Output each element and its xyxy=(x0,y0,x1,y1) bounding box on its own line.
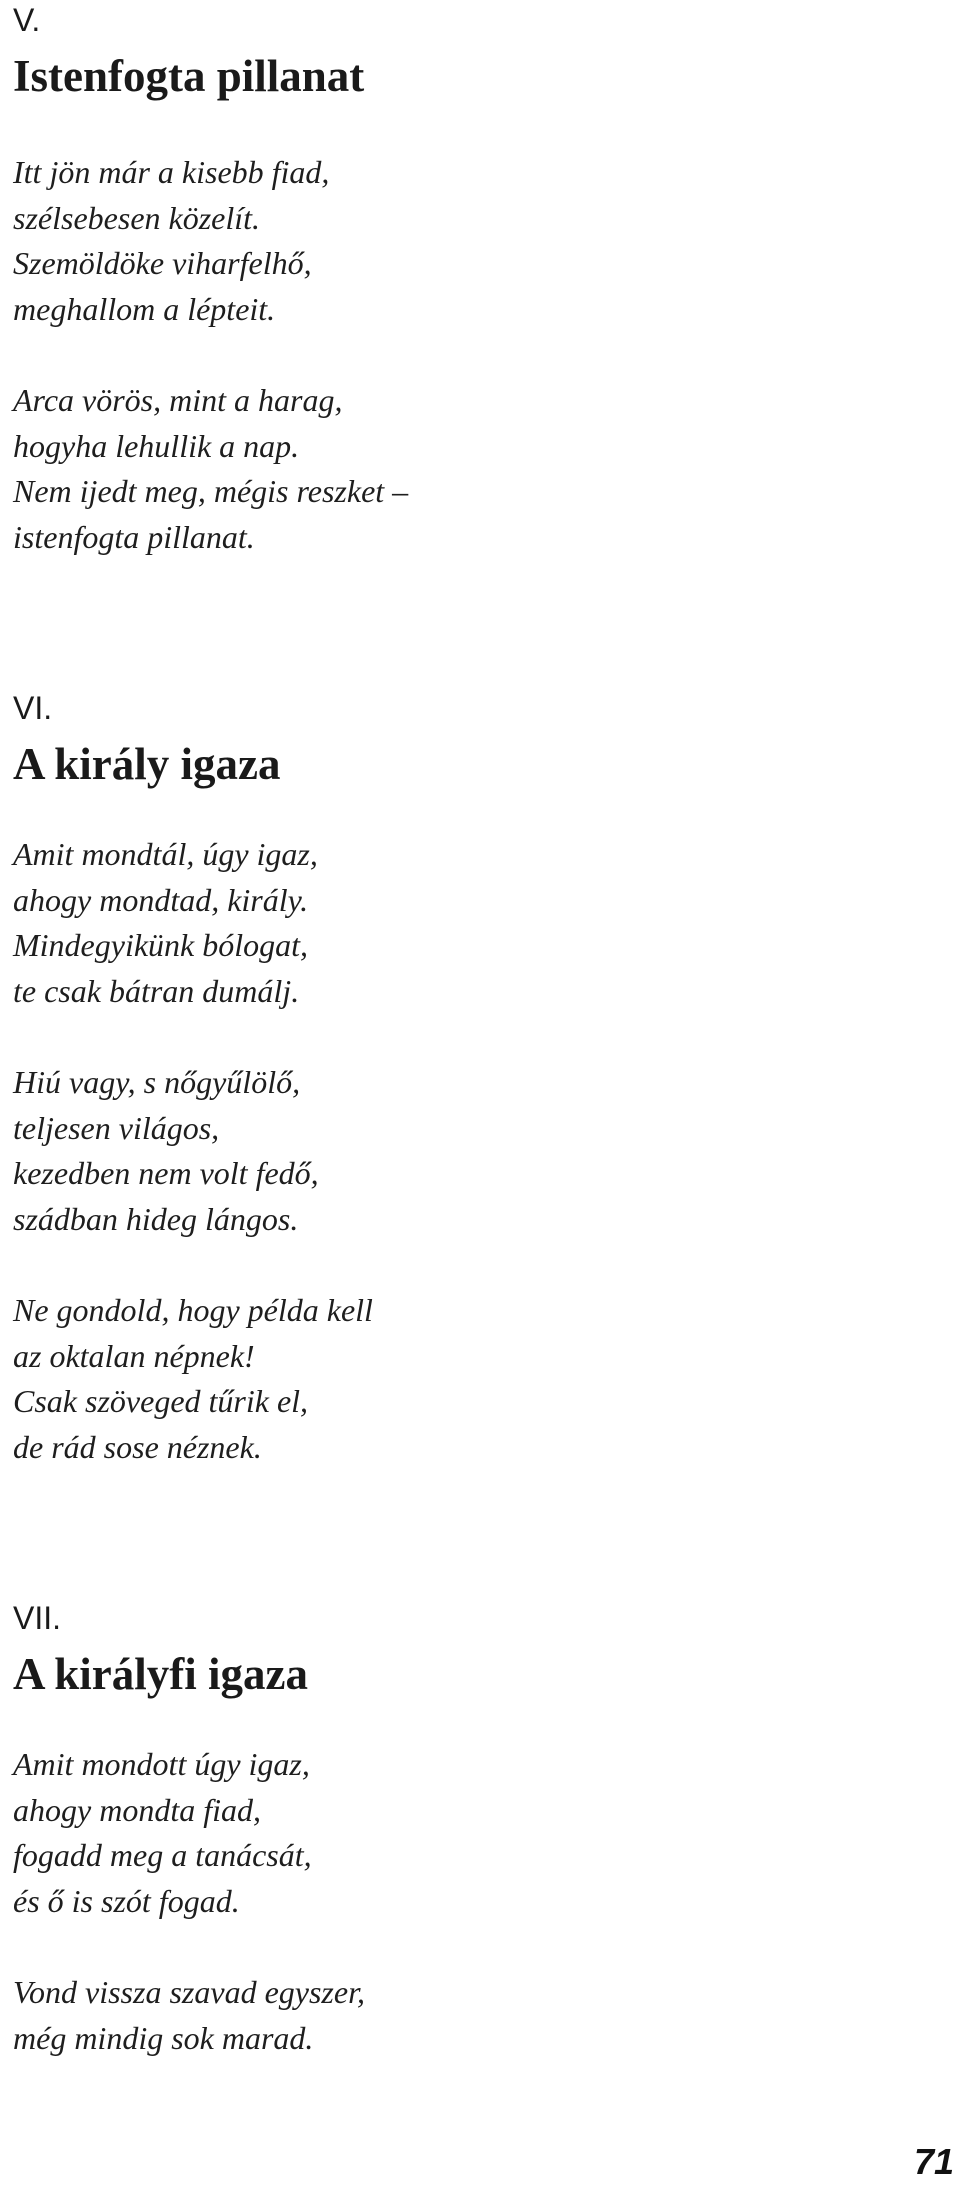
poem-line: meghallom a lépteit. xyxy=(13,290,276,327)
poem-line: az oktalan népnek! xyxy=(13,1337,255,1374)
poem-section-vii xyxy=(13,1598,913,2061)
poem-line: még mindig sok marad. xyxy=(13,2019,314,2056)
poem-line: Szemöldöke viharfelhő, xyxy=(13,245,312,281)
poem-section-vi xyxy=(13,688,913,1470)
section-numeral: V. xyxy=(13,2,41,38)
poem-line: Nem ijedt meg, mégis reszket – xyxy=(13,473,409,509)
page-number: 71 xyxy=(913,2141,954,2182)
poem-line: szélsebesen közelít. xyxy=(13,199,261,236)
poem-line: Vond vissza szavad egyszer, xyxy=(13,1974,365,2010)
poem-line: Amit mondott úgy igaz, xyxy=(13,1746,310,1782)
poem-line: ahogy mondtad, király. xyxy=(13,881,309,918)
poem-title: A király igaza xyxy=(13,739,281,789)
poem-line: Itt jön már a kisebb fiad, xyxy=(13,154,330,190)
poem-title: A királyfi igaza xyxy=(13,1649,308,1699)
stanza xyxy=(13,378,913,560)
stanza xyxy=(13,1288,913,1470)
poem-line: fogadd meg a tanácsát, xyxy=(13,1837,312,1873)
poem-line: Amit mondtál, úgy igaz, xyxy=(13,836,318,872)
stanza xyxy=(13,832,913,1014)
poem-line: kezedben nem volt fedő, xyxy=(13,1155,319,1191)
section-numeral: VI. xyxy=(13,690,53,726)
poem-line: szádban hideg lángos. xyxy=(13,1200,299,1237)
poem-body xyxy=(13,832,913,1470)
poem-line: teljesen világos, xyxy=(13,1109,220,1146)
section-numeral: VII. xyxy=(13,1600,62,1636)
poem-line: de rád sose néznek. xyxy=(13,1428,262,1465)
poem-line: te csak bátran dumálj. xyxy=(13,972,300,1009)
poem-body xyxy=(13,1742,913,2061)
poem-line: Hiú vagy, s nőgyűlölő, xyxy=(13,1064,301,1100)
poem-line: Csak szöveged tűrik el, xyxy=(13,1383,309,1419)
stanza xyxy=(13,150,913,332)
poem-line: ahogy mondta fiad, xyxy=(13,1791,261,1828)
stanza xyxy=(13,1742,913,1924)
stanza xyxy=(13,1970,913,2061)
poem-line: Ne gondold, hogy példa kell xyxy=(13,1292,373,1328)
poem-line: és ő is szót fogad. xyxy=(13,1882,240,1919)
poem-line: istenfogta pillanat. xyxy=(13,518,255,555)
poem-section-v xyxy=(13,0,913,560)
stanza xyxy=(13,1060,913,1242)
poem-title: Istenfogta pillanat xyxy=(13,51,365,101)
poem-line: Mindegyikünk bólogat, xyxy=(13,927,309,963)
poem-line: Arca vörös, mint a harag, xyxy=(13,382,343,418)
poem-body xyxy=(13,150,913,560)
poem-line: hogyha lehullik a nap. xyxy=(13,427,300,464)
